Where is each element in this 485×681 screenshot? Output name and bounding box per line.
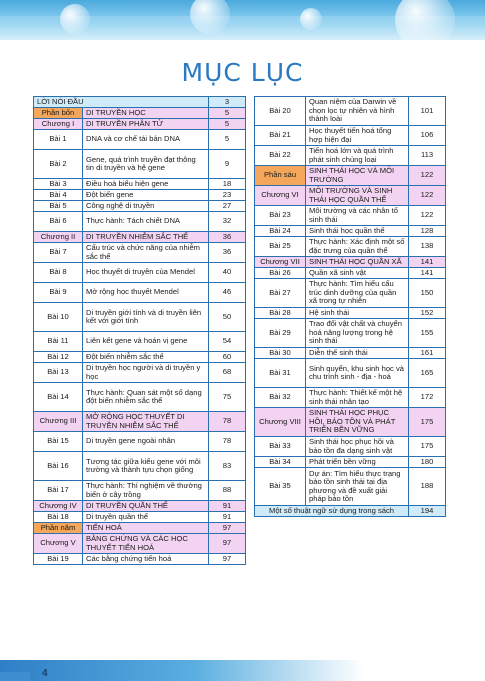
toc-entry-title: Thực hành: Tách chiết DNA: [83, 212, 209, 232]
toc-row: [34, 130, 246, 150]
toc-entry-title: Thực hành: Thiết kế một hệ sinh thái nhân tạo: [306, 388, 409, 408]
toc-entry-title: SINH THÁI HỌC PHỤC HỒI, BẢO TỒN VÀ PHÁT TRIỂN BỀN VỮNG: [306, 408, 409, 437]
toc-row: [255, 348, 446, 359]
toc-row: [34, 412, 246, 432]
toc-entry-label: Phần năm: [34, 523, 83, 534]
toc-entry-page: 138: [409, 237, 446, 257]
toc-entry-title: Mở rộng học thuyết Mendel: [83, 283, 209, 303]
toc-entry-title: Tiến hoá lớn và quá trình phát sinh chủng loại: [306, 146, 409, 166]
toc-row: [255, 226, 446, 237]
toc-entry-title: Di truyền giới tính và di truyền liên kết với giới tính: [83, 303, 209, 332]
toc-entry-label: Bài 30: [255, 348, 306, 359]
toc-entry-label: Bài 14: [34, 383, 83, 412]
toc-entry-page: 161: [409, 348, 446, 359]
toc-row: [34, 201, 246, 212]
toc-table-right: [254, 96, 446, 517]
toc-entry-title: TIẾN HOÁ: [83, 523, 209, 534]
toc-entry-label: Bài 4: [34, 190, 83, 201]
toc-entry-page: 101: [409, 97, 446, 126]
toc-entry-label: Bài 1: [34, 130, 83, 150]
toc-entry-label: Bài 16: [34, 452, 83, 481]
toc-entry-label: Phần bốn: [34, 108, 83, 119]
toc-entry-label: Bài 20: [255, 97, 306, 126]
toc-row: [34, 243, 246, 263]
toc-entry-title: Phát triển bền vững: [306, 457, 409, 468]
toc-entry-title: Di truyền quần thể: [83, 512, 209, 523]
toc-row: [255, 237, 446, 257]
toc-entry-label: Bài 31: [255, 359, 306, 388]
toc-entry-title: Sinh quyển, khu sinh học và chu trình sinh - địa - hoá: [306, 359, 409, 388]
toc-entry-label: Bài 25: [255, 237, 306, 257]
toc-row: [255, 146, 446, 166]
toc-entry-page: 141: [409, 257, 446, 268]
toc-entry-title: SINH THÁI HỌC VÀ MÔI TRƯỜNG: [306, 166, 409, 186]
toc-entry-label: Bài 29: [255, 319, 306, 348]
toc-row: [255, 468, 446, 506]
toc-entry-page: 36: [209, 243, 246, 263]
toc-entry-title: Quần xã sinh vật: [306, 268, 409, 279]
toc-entry-label: Bài 26: [255, 268, 306, 279]
toc-entry-title: DI TRUYỀN HỌC: [83, 108, 209, 119]
toc-row: [34, 534, 246, 554]
toc-row: [255, 279, 446, 308]
toc-entry-page: 68: [209, 363, 246, 383]
decorative-bubble: [60, 4, 90, 34]
toc-row: [255, 437, 446, 457]
toc-entry-page: 97: [209, 554, 246, 565]
toc-entry-label: Bài 6: [34, 212, 83, 232]
toc-entry-page: 106: [409, 126, 446, 146]
toc-entry-label: Bài 15: [34, 432, 83, 452]
toc-entry-label: Phần sáu: [255, 166, 306, 186]
toc-entry-label: Bài 23: [255, 206, 306, 226]
toc-entry-page: 152: [409, 308, 446, 319]
toc-row: [255, 166, 446, 186]
footer-bar: [0, 660, 485, 681]
toc-entry-title: MÔI TRƯỜNG VÀ SINH THÁI HỌC QUẦN THỂ: [306, 186, 409, 206]
toc-entry-title: Học thuyết di truyền của Mendel: [83, 263, 209, 283]
footer-mark: [0, 672, 30, 681]
toc-row: [255, 359, 446, 388]
toc-entry-page: 175: [409, 437, 446, 457]
toc-row: [34, 212, 246, 232]
toc-entry-page: 113: [409, 146, 446, 166]
toc-entry-page: 36: [209, 232, 246, 243]
toc-entry-label: Bài 32: [255, 388, 306, 408]
toc-entry-page: 188: [409, 468, 446, 506]
toc-row: [255, 457, 446, 468]
toc-entry-label: Chương II: [34, 232, 83, 243]
toc-entry-label: Bài 33: [255, 437, 306, 457]
toc-entry-label: Bài 11: [34, 332, 83, 352]
toc-entry-title: Di truyền học người và di truyền y học: [83, 363, 209, 383]
toc-entry-title: SINH THÁI HỌC QUẦN XÃ: [306, 257, 409, 268]
toc-row: [255, 97, 446, 126]
toc-row: [34, 512, 246, 523]
toc-entry-page: 97: [209, 534, 246, 554]
toc-entry-label: Chương III: [34, 412, 83, 432]
toc-row: [255, 126, 446, 146]
toc-entry-title: Điều hoà biểu hiện gene: [83, 179, 209, 190]
toc-entry-title: Cấu trúc và chức năng của nhiễm sắc thể: [83, 243, 209, 263]
toc-entry-title: Thực hành: Quan sát một số dạng đột biến nhiễm sắc thể: [83, 383, 209, 412]
toc-row: [34, 481, 246, 501]
toc-entry-title: Dự án: Tìm hiểu thực trạng bảo tồn sinh thái tại địa phương và đề xuất giải pháp bảo tồn: [306, 468, 409, 506]
toc-row: [34, 501, 246, 512]
toc-row: [255, 308, 446, 319]
toc-row: [255, 408, 446, 437]
toc-entry-page: 122: [409, 186, 446, 206]
toc-entry-title: Đột biến nhiễm sắc thể: [83, 352, 209, 363]
toc-entry-page: 122: [409, 166, 446, 186]
toc-entry-page: 180: [409, 457, 446, 468]
toc-entry-title: Hệ sinh thái: [306, 308, 409, 319]
toc-entry-label: Bài 21: [255, 126, 306, 146]
toc-row: [34, 263, 246, 283]
toc-table-left: [33, 96, 246, 565]
toc-entry-page: 50: [209, 303, 246, 332]
toc-row: [34, 232, 246, 243]
toc-entry-page: 91: [209, 501, 246, 512]
toc-entry-title: Sinh thái học quần thể: [306, 226, 409, 237]
toc-row: [34, 190, 246, 201]
toc-entry-label: Bài 22: [255, 146, 306, 166]
toc-entry-title: Tương tác giữa kiểu gene với môi trường và thành tựu chọn giống: [83, 452, 209, 481]
toc-row: [34, 383, 246, 412]
toc-entry-title: DNA và cơ chế tái bản DNA: [83, 130, 209, 150]
toc-entry-label: Bài 13: [34, 363, 83, 383]
toc-entry-title: Các bằng chứng tiến hoá: [83, 554, 209, 565]
toc-entry-title: DI TRUYỀN NHIỄM SẮC THỂ: [83, 232, 209, 243]
toc-entry-page: 3: [209, 97, 246, 108]
toc-entry-page: 5: [209, 108, 246, 119]
toc-entry-page: 83: [209, 452, 246, 481]
toc-row: [255, 319, 446, 348]
toc-entry-title: MỞ RỘNG HỌC THUYẾT DI TRUYỀN NHIỄM SẮC THỂ: [83, 412, 209, 432]
toc-entry-label: LỜI NÓI ĐẦU: [34, 97, 209, 108]
toc-entry-label: Bài 2: [34, 150, 83, 179]
toc-row: [34, 452, 246, 481]
toc-row: [255, 206, 446, 226]
toc-entry-label: Bài 17: [34, 481, 83, 501]
toc-entry-label: Bài 8: [34, 263, 83, 283]
toc-row: [34, 119, 246, 130]
toc-entry-title: Thực hành: Tìm hiểu cấu trúc dinh dưỡng của quần xã trong tự nhiên: [306, 279, 409, 308]
toc-row: [255, 257, 446, 268]
toc-entry-page: 18: [209, 179, 246, 190]
toc-entry-page: 165: [409, 359, 446, 388]
toc-entry-page: 97: [209, 523, 246, 534]
toc-entry-label: Chương VII: [255, 257, 306, 268]
toc-entry-label: Chương IV: [34, 501, 83, 512]
toc-entry-label: Bài 12: [34, 352, 83, 363]
toc-entry-label: Chương VIII: [255, 408, 306, 437]
toc-entry-title: Liên kết gene và hoán vị gene: [83, 332, 209, 352]
toc-entry-page: 78: [209, 432, 246, 452]
toc-entry-title: Đột biến gene: [83, 190, 209, 201]
toc-entry-page: 5: [209, 119, 246, 130]
toc-row: [255, 506, 446, 517]
toc-entry-title: Công nghệ di truyền: [83, 201, 209, 212]
toc-entry-page: 23: [209, 190, 246, 201]
toc-entry-title: Trao đổi vật chất và chuyển hoá năng lượng trong hệ sinh thái: [306, 319, 409, 348]
toc-row: [255, 268, 446, 279]
toc-entry-title: DI TRUYỀN QUẦN THỂ: [83, 501, 209, 512]
toc-entry-page: 150: [409, 279, 446, 308]
page-number: 4: [42, 668, 48, 679]
toc-entry-label: Bài 24: [255, 226, 306, 237]
toc-entry-label: Bài 19: [34, 554, 83, 565]
page-title: MỤC LỤC: [181, 58, 304, 87]
toc-entry-page: 155: [409, 319, 446, 348]
toc-row: [34, 352, 246, 363]
toc-entry-label: Bài 18: [34, 512, 83, 523]
toc-row: [34, 108, 246, 119]
toc-entry-page: 75: [209, 383, 246, 412]
toc-entry-page: 194: [409, 506, 446, 517]
toc-entry-page: 32: [209, 212, 246, 232]
toc-entry-label: Bài 3: [34, 179, 83, 190]
toc-entry-label: Bài 34: [255, 457, 306, 468]
toc-entry-label: Bài 35: [255, 468, 306, 506]
toc-entry-label: Chương I: [34, 119, 83, 130]
decorative-bubble: [190, 0, 230, 34]
toc-row: [34, 554, 246, 565]
decorative-bubble: [300, 8, 322, 30]
toc-entry-title: BẰNG CHỨNG VÀ CÁC HỌC THUYẾT TIẾN HOÁ: [83, 534, 209, 554]
toc-entry-title: Sinh thái học phục hồi và bảo tồn đa dạng sinh vật: [306, 437, 409, 457]
toc-entry-label: Bài 27: [255, 279, 306, 308]
toc-entry-page: 9: [209, 150, 246, 179]
toc-entry-title: Thực hành: Xác định một số đặc trưng của quần thể: [306, 237, 409, 257]
toc-entry-page: 172: [409, 388, 446, 408]
toc-entry-title: Diễn thế sinh thái: [306, 348, 409, 359]
toc-entry-title: Môi trường và các nhân tố sinh thái: [306, 206, 409, 226]
toc-entry-page: 91: [209, 512, 246, 523]
toc-row: [34, 150, 246, 179]
toc-entry-page: 40: [209, 263, 246, 283]
toc-row: [34, 179, 246, 190]
toc-entry-title: Gene, quá trình truyền đạt thông tin di truyền và hệ gene: [83, 150, 209, 179]
header-banner: [0, 0, 485, 40]
toc-entry-page: 141: [409, 268, 446, 279]
toc-entry-title: Di truyền gene ngoài nhân: [83, 432, 209, 452]
toc-entry-page: 54: [209, 332, 246, 352]
toc-entry-label: Bài 5: [34, 201, 83, 212]
toc-row: [34, 332, 246, 352]
toc-entry-page: 60: [209, 352, 246, 363]
toc-row: [255, 186, 446, 206]
toc-entry-label: Bài 10: [34, 303, 83, 332]
decorative-bubble: [395, 0, 455, 50]
toc-row: [34, 283, 246, 303]
toc-row: [34, 523, 246, 534]
toc-entry-page: 128: [409, 226, 446, 237]
toc-entry-label: Một số thuật ngữ sử dụng trong sách: [255, 506, 409, 517]
toc-row: [34, 303, 246, 332]
toc-entry-page: 78: [209, 412, 246, 432]
toc-row: [255, 388, 446, 408]
toc-entry-page: 27: [209, 201, 246, 212]
toc-row: [34, 432, 246, 452]
toc-entry-label: Bài 28: [255, 308, 306, 319]
toc-entry-page: 175: [409, 408, 446, 437]
toc-row: [34, 363, 246, 383]
toc-entry-title: Học thuyết tiến hoá tổng hợp hiện đại: [306, 126, 409, 146]
toc-entry-label: Chương V: [34, 534, 83, 554]
toc-row: [34, 97, 246, 108]
toc-entry-title: DI TRUYỀN PHÂN TỬ: [83, 119, 209, 130]
toc-entry-label: Chương VI: [255, 186, 306, 206]
toc-entry-title: Quan niệm của Darwin về chọn lọc tự nhiên và hình thành loài: [306, 97, 409, 126]
toc-entry-title: Thực hành: Thí nghiệm về thường biến ở cây trồng: [83, 481, 209, 501]
toc-entry-label: Bài 9: [34, 283, 83, 303]
toc-entry-page: 46: [209, 283, 246, 303]
toc-entry-page: 122: [409, 206, 446, 226]
toc-entry-page: 88: [209, 481, 246, 501]
toc-entry-label: Bài 7: [34, 243, 83, 263]
toc-entry-page: 5: [209, 130, 246, 150]
